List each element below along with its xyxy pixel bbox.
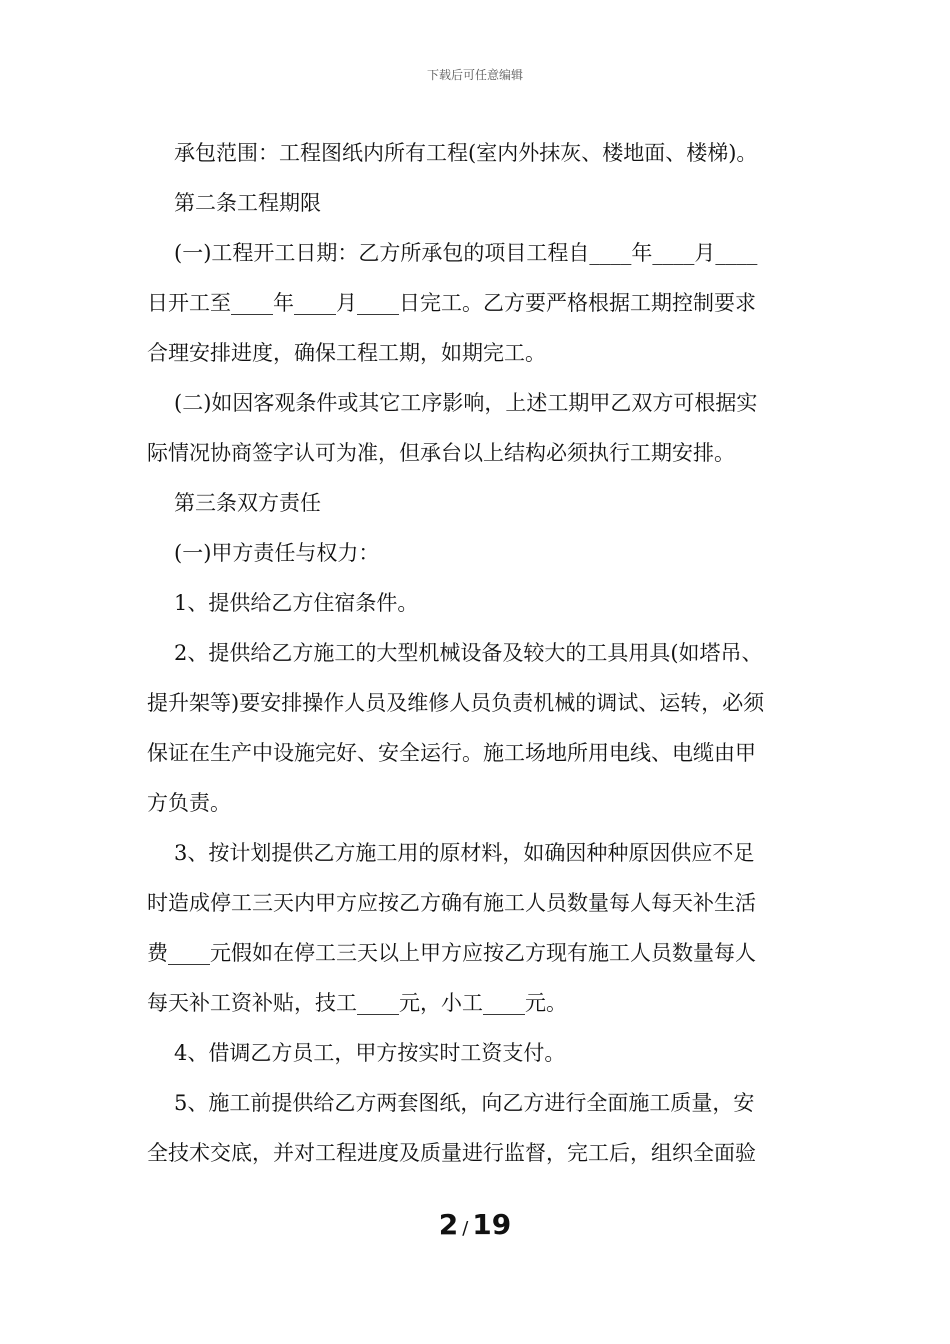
text-line: 合理安排进度，确保工程工期，如期完工。 bbox=[147, 341, 546, 365]
text-line: (一)工程开工日期：乙方所承包的项目工程自____年____月____ bbox=[174, 241, 758, 265]
text-line: 日开工至____年____月____日完工。乙方要严格根据工期控制要求 bbox=[147, 291, 756, 315]
total-pages: 19 bbox=[472, 1208, 512, 1241]
text-line: 方负责。 bbox=[147, 791, 231, 815]
text-line: 费____元假如在停工三天以上甲方应按乙方现有施工人员数量每人 bbox=[147, 941, 756, 965]
text-line: (二)如因客观条件或其它工序影响，上述工期甲乙双方可根据实 bbox=[174, 391, 758, 415]
text-line: 3、按计划提供乙方施工用的原材料，如确因种种原因供应不足 bbox=[174, 841, 755, 865]
text-line: (一)甲方责任与权力： bbox=[174, 541, 380, 565]
text-line: 第二条工程期限 bbox=[174, 191, 321, 215]
page-header: 下载后可任意编辑 bbox=[426, 68, 523, 82]
text-line: 5、施工前提供给乙方两套图纸，向乙方进行全面施工质量，安 bbox=[174, 1091, 755, 1115]
current-page: 2 bbox=[438, 1208, 459, 1241]
text-line: 第三条双方责任 bbox=[174, 491, 321, 515]
text-line: 提升架等)要安排操作人员及维修人员负责机械的调试、运转，必须 bbox=[147, 691, 765, 715]
text-line: 1、提供给乙方住宿条件。 bbox=[174, 591, 419, 615]
text-line: 时造成停工三天内甲方应按乙方确有施工人员数量每人每天补生活 bbox=[147, 891, 756, 915]
text-line: 保证在生产中设施完好、安全运行。施工场地所用电线、电缆由甲 bbox=[147, 741, 756, 765]
page-number bbox=[0, 1208, 950, 1241]
text-line: 全技术交底，并对工程进度及质量进行监督，完工后，组织全面验 bbox=[147, 1141, 756, 1165]
text-line: 每天补工资补贴，技工____元，小工____元。 bbox=[147, 991, 567, 1015]
page-separator: / bbox=[462, 1218, 469, 1239]
text-line: 际情况协商签字认可为准，但承台以上结构必须执行工期安排。 bbox=[147, 441, 735, 465]
text-line: 承包范围：工程图纸内所有工程(室内外抹灰、楼地面、楼梯)。 bbox=[174, 141, 758, 165]
text-line: 4、借调乙方员工，甲方按实时工资支付。 bbox=[174, 1041, 566, 1065]
document-body bbox=[147, 132, 799, 1182]
text-line: 2、提供给乙方施工的大型机械设备及较大的工具用具(如塔吊、 bbox=[174, 641, 763, 665]
